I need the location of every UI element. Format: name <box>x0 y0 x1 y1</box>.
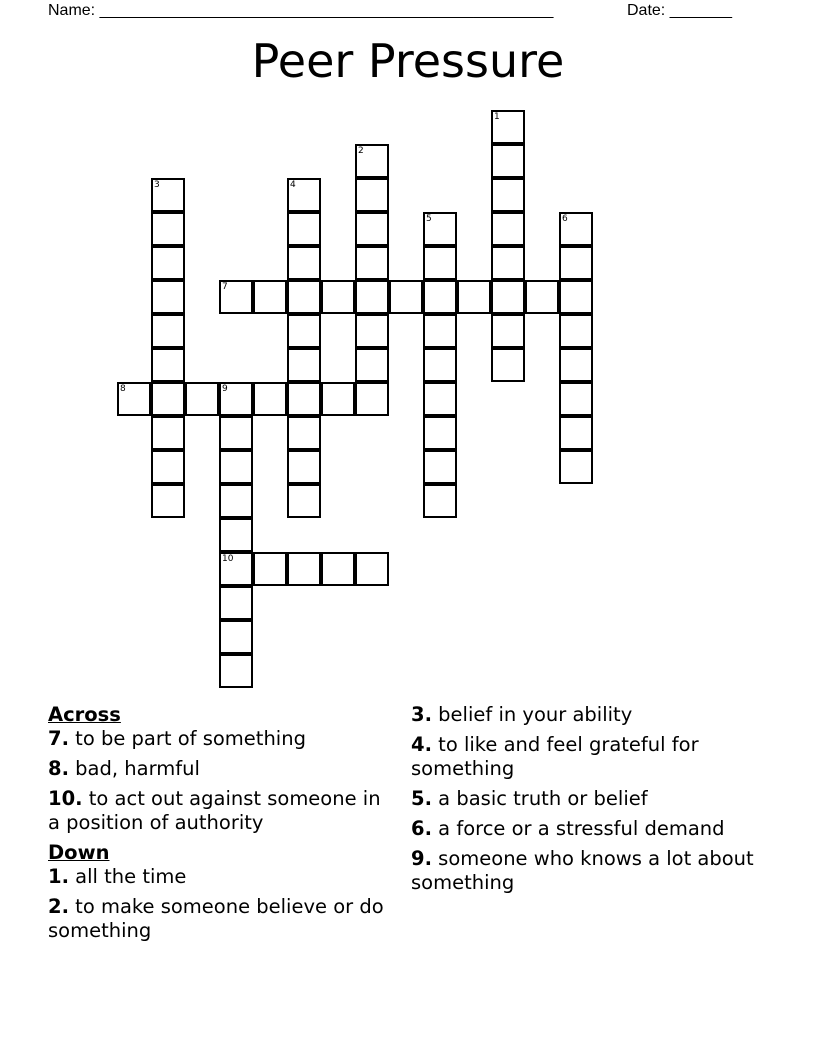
grid-cell[interactable] <box>219 484 253 518</box>
grid-cell[interactable] <box>355 144 389 178</box>
down-heading: Down <box>48 841 110 864</box>
name-blank[interactable]: ___________________________________________________ <box>99 2 554 19</box>
clue-number: 7 <box>222 282 228 292</box>
grid-cell[interactable] <box>559 348 593 382</box>
grid-cell[interactable] <box>491 212 525 246</box>
grid-cell[interactable] <box>491 110 525 144</box>
clue-down-3: 3. belief in your ability <box>411 703 633 726</box>
grid-cell[interactable] <box>287 552 321 586</box>
date-label: Date: <box>627 2 670 19</box>
grid-cell[interactable] <box>559 416 593 450</box>
grid-cell[interactable] <box>525 280 559 314</box>
grid-cell[interactable] <box>151 382 185 416</box>
grid-cell[interactable] <box>253 552 287 586</box>
grid-cell[interactable] <box>151 246 185 280</box>
clue-number: 9 <box>222 384 228 394</box>
grid-cell[interactable] <box>321 280 355 314</box>
grid-cell[interactable] <box>559 314 593 348</box>
grid-cell[interactable] <box>287 280 321 314</box>
grid-cell[interactable] <box>389 280 423 314</box>
grid-cell[interactable] <box>559 280 593 314</box>
grid-cell[interactable] <box>423 450 457 484</box>
grid-cell[interactable] <box>491 280 525 314</box>
grid-cell[interactable] <box>491 144 525 178</box>
name-label: Name: <box>48 2 100 19</box>
grid-cell[interactable] <box>151 348 185 382</box>
clue-down-5: 5. a basic truth or belief <box>411 787 648 810</box>
grid-cell[interactable] <box>423 314 457 348</box>
grid-cell[interactable] <box>151 484 185 518</box>
grid-cell[interactable] <box>355 552 389 586</box>
grid-cell[interactable] <box>287 416 321 450</box>
grid-cell[interactable] <box>151 450 185 484</box>
grid-cell[interactable] <box>355 178 389 212</box>
grid-cell[interactable] <box>287 382 321 416</box>
grid-cell[interactable] <box>559 382 593 416</box>
clue-number: 10 <box>222 554 234 564</box>
grid-cell[interactable] <box>423 246 457 280</box>
grid-cell[interactable] <box>219 586 253 620</box>
grid-cell[interactable] <box>355 314 389 348</box>
grid-cell[interactable] <box>423 484 457 518</box>
grid-cell[interactable] <box>321 382 355 416</box>
clue-number: 4 <box>290 180 296 190</box>
grid-cell[interactable] <box>423 382 457 416</box>
grid-cell[interactable] <box>219 280 253 314</box>
date-blank[interactable]: _______ <box>669 2 732 19</box>
grid-cell[interactable] <box>151 212 185 246</box>
grid-cell[interactable] <box>219 518 253 552</box>
grid-cell[interactable] <box>423 416 457 450</box>
name-field[interactable] <box>48 2 553 20</box>
grid-cell[interactable] <box>287 212 321 246</box>
grid-cell[interactable] <box>253 382 287 416</box>
grid-cell[interactable] <box>559 246 593 280</box>
grid-cell[interactable] <box>423 212 457 246</box>
grid-cell[interactable] <box>219 654 253 688</box>
grid-cell[interactable] <box>321 552 355 586</box>
grid-cell[interactable] <box>287 450 321 484</box>
clue-across-10: 10. to act out against someone in a position of authority <box>48 787 381 834</box>
clue-down-6: 6. a force or a stressful demand <box>411 817 725 840</box>
grid-cell[interactable] <box>355 280 389 314</box>
grid-cell[interactable] <box>423 348 457 382</box>
grid-cell[interactable] <box>287 348 321 382</box>
grid-cell[interactable] <box>559 450 593 484</box>
clue-down-9: 9. someone who knows a lot about something <box>411 847 754 894</box>
grid-cell[interactable] <box>355 348 389 382</box>
grid-cell[interactable] <box>253 280 287 314</box>
clue-number: 5 <box>426 214 432 224</box>
grid-cell[interactable] <box>559 212 593 246</box>
grid-cell[interactable] <box>151 314 185 348</box>
clue-number: 8 <box>120 384 126 394</box>
grid-cell[interactable] <box>287 314 321 348</box>
grid-cell[interactable] <box>185 382 219 416</box>
grid-cell[interactable] <box>219 382 253 416</box>
clue-across-7: 7. to be part of something <box>48 727 306 750</box>
grid-cell[interactable] <box>219 552 253 586</box>
clue-number: 6 <box>562 214 568 224</box>
grid-cell[interactable] <box>151 416 185 450</box>
clues-left <box>48 703 398 949</box>
across-heading: Across <box>48 703 121 726</box>
clues-right <box>411 703 761 901</box>
grid-cell[interactable] <box>287 484 321 518</box>
page-title: Peer Pressure <box>251 34 565 88</box>
grid-cell[interactable] <box>287 246 321 280</box>
grid-cell[interactable] <box>491 348 525 382</box>
grid-cell[interactable] <box>491 246 525 280</box>
grid-cell[interactable] <box>287 178 321 212</box>
clue-down-1: 1. all the time <box>48 865 187 888</box>
grid-cell[interactable] <box>491 178 525 212</box>
date-field[interactable] <box>627 2 732 20</box>
grid-cell[interactable] <box>491 314 525 348</box>
grid-cell[interactable] <box>219 416 253 450</box>
clue-across-8: 8. bad, harmful <box>48 757 200 780</box>
grid-cell[interactable] <box>117 382 151 416</box>
clue-down-4: 4. to like and feel grateful for something <box>411 733 699 780</box>
grid-cell[interactable] <box>219 620 253 654</box>
clue-number: 2 <box>358 146 364 156</box>
grid-cell[interactable] <box>219 450 253 484</box>
clue-number: 3 <box>154 180 160 190</box>
grid-cell[interactable] <box>355 382 389 416</box>
grid-cell[interactable] <box>457 280 491 314</box>
grid-cell[interactable] <box>151 178 185 212</box>
grid-cell[interactable] <box>355 246 389 280</box>
grid-cell[interactable] <box>423 280 457 314</box>
clue-number: 1 <box>494 112 500 122</box>
clue-down-2: 2. to make someone believe or do something <box>48 895 384 942</box>
grid-cell[interactable] <box>151 280 185 314</box>
grid-cell[interactable] <box>355 212 389 246</box>
